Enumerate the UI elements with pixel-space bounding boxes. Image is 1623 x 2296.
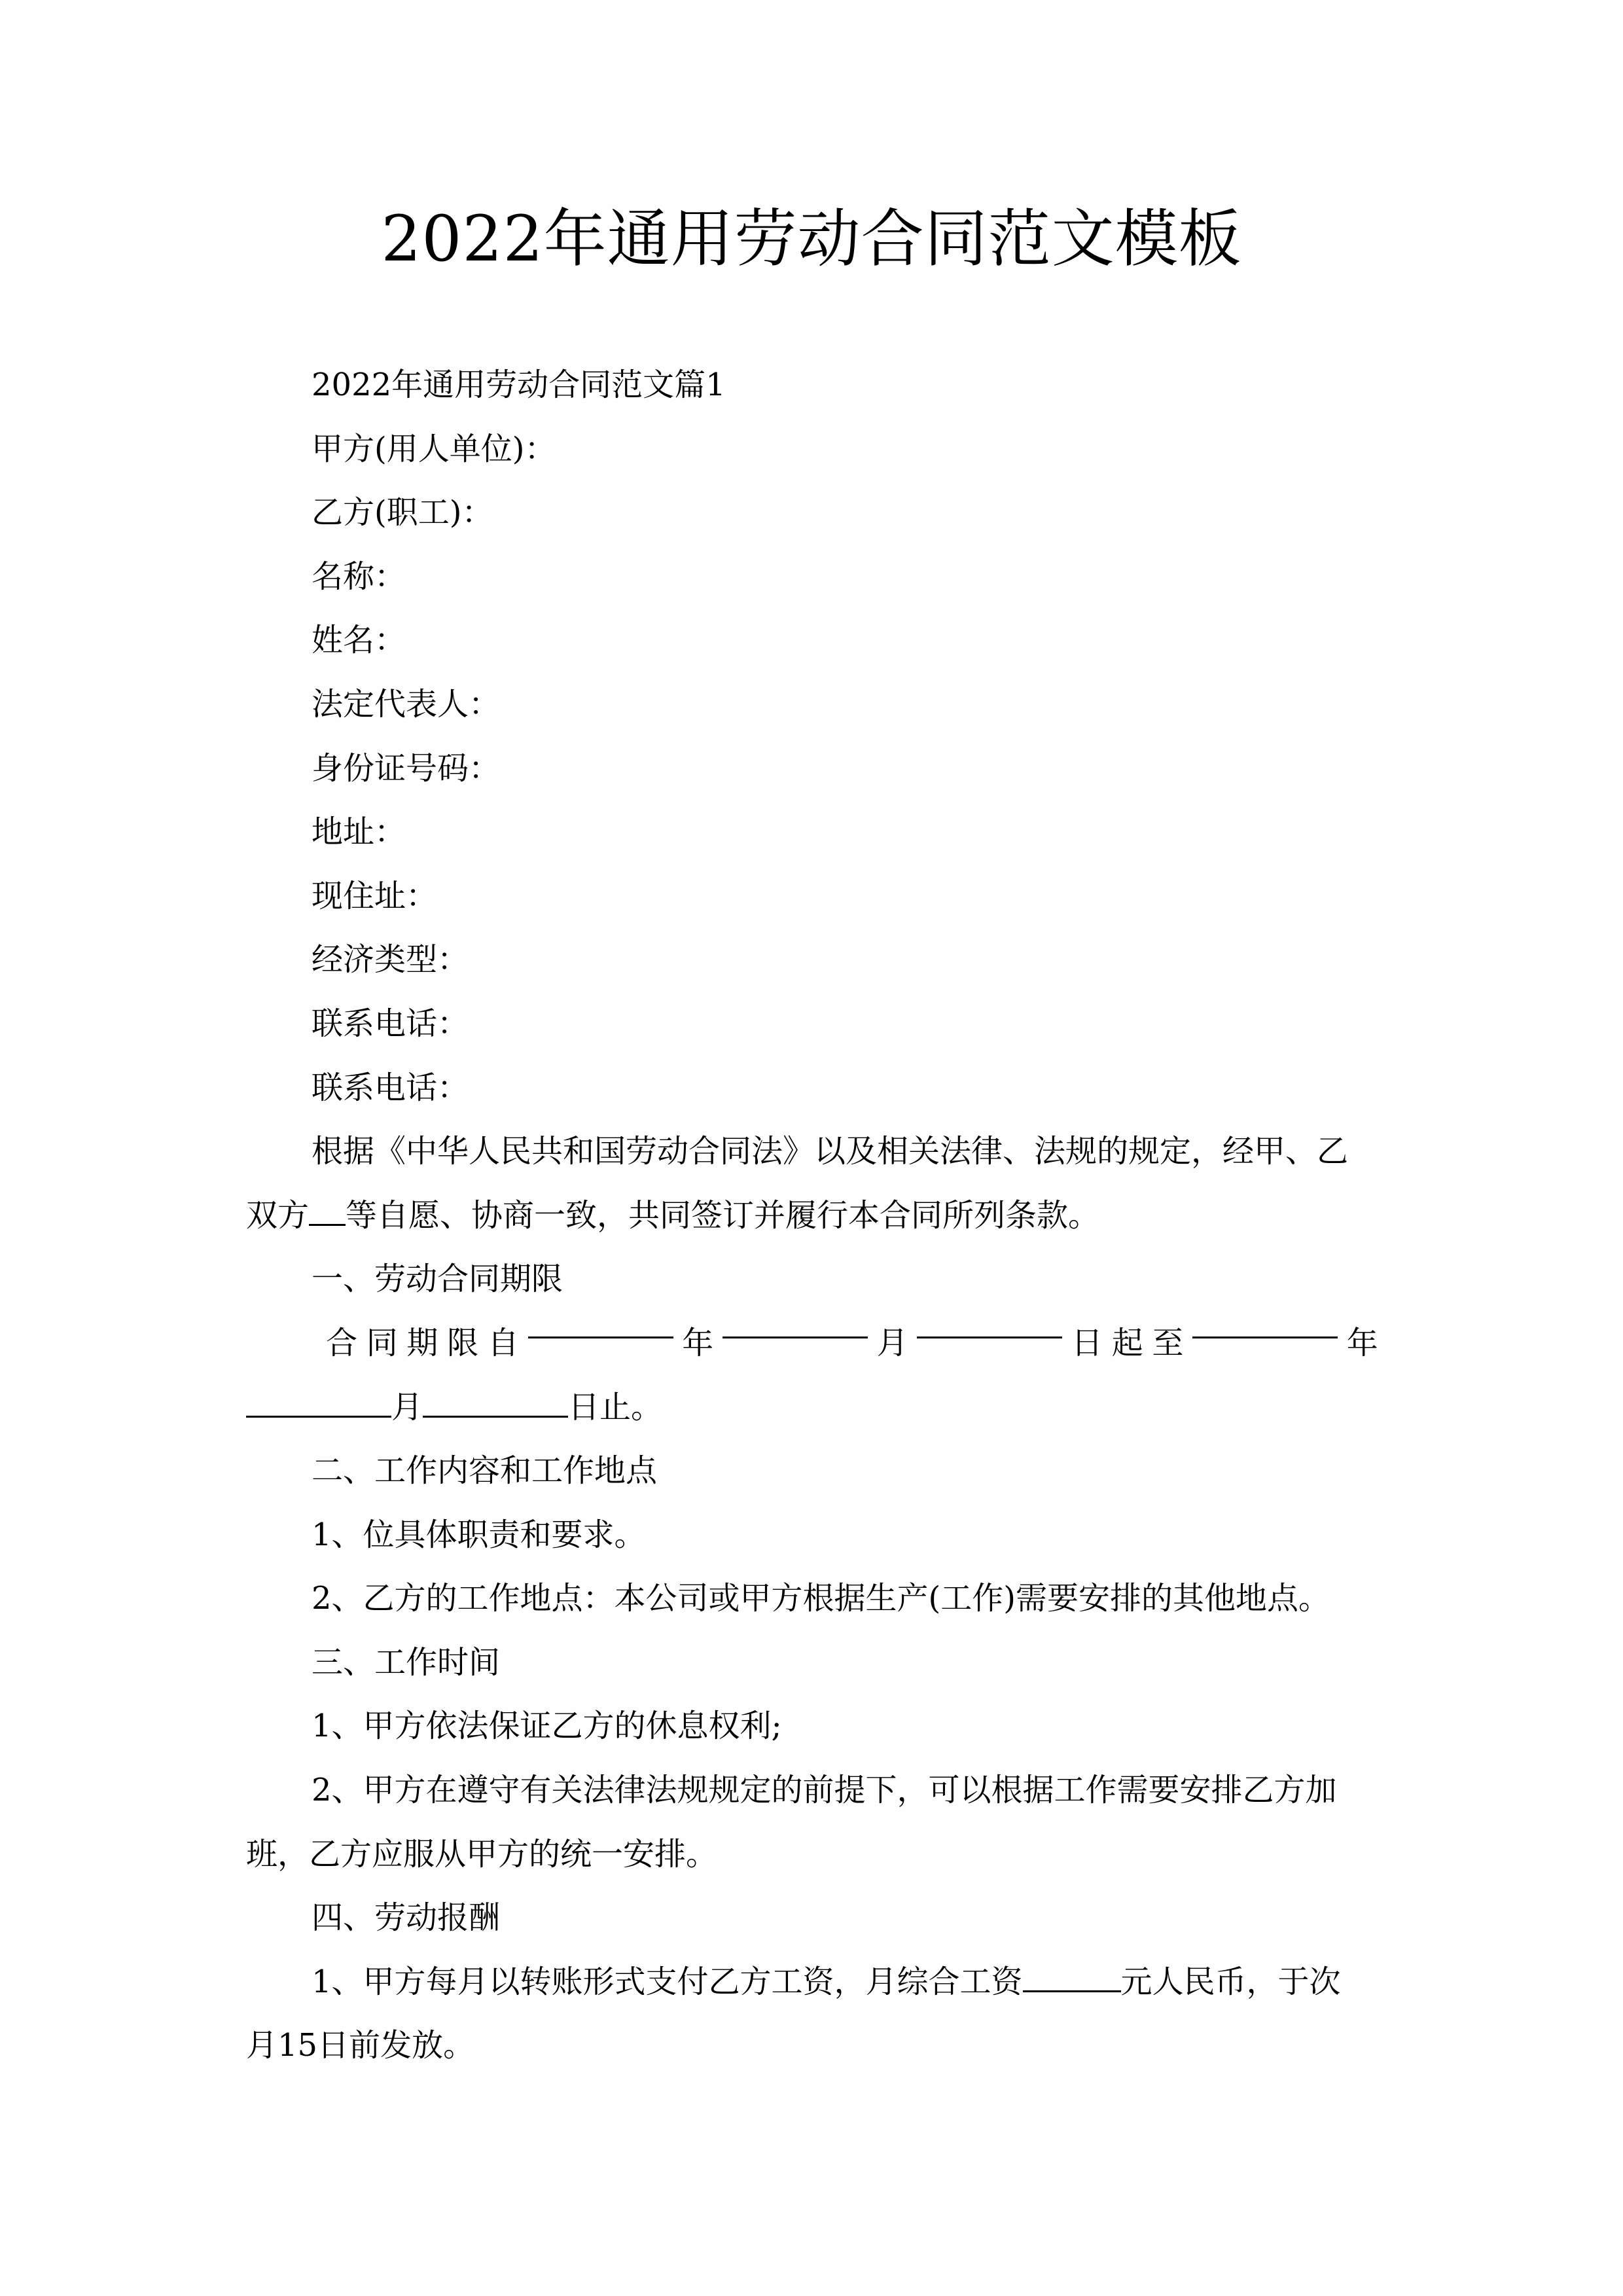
clause-2-heading: 二、工作内容和工作地点 bbox=[312, 1452, 658, 1490]
term-char: 限 bbox=[447, 1324, 479, 1361]
blank-start-month bbox=[722, 1312, 868, 1338]
clause-4-heading: 四、劳动报酬 bbox=[312, 1899, 501, 1937]
section-heading: 2022年通用劳动合同范文篇1 bbox=[312, 367, 726, 403]
salary-text-a: 1、甲方每月以转账形式支付乙方工资，月综合工资 bbox=[312, 1963, 1023, 2000]
preamble-line-2 bbox=[246, 1184, 1378, 1248]
clause-3-item-1: 1、甲方依法保证乙方的休息权利; bbox=[312, 1708, 782, 1745]
field-address: 地址： bbox=[312, 814, 406, 851]
field-id-number: 身份证号码： bbox=[312, 749, 501, 787]
blank-salary bbox=[1023, 1965, 1121, 1992]
field-person-name: 姓名： bbox=[312, 622, 406, 659]
term-year-label: 年 bbox=[682, 1324, 714, 1361]
term-char: 自 bbox=[487, 1324, 519, 1361]
term-year2-label: 年 bbox=[1346, 1324, 1378, 1361]
blank-start-year bbox=[528, 1312, 673, 1338]
blank-end-year bbox=[1192, 1312, 1338, 1338]
preamble-text-a: 双方 bbox=[246, 1196, 310, 1234]
preamble-line-1: 根据《中华人民共和国劳动合同法》以及相关法律、法规的规定，经甲、乙 bbox=[312, 1133, 1349, 1170]
clause-3-item-2-line-2: 班，乙方应服从甲方的统一安排。 bbox=[246, 1835, 718, 1873]
blank-field bbox=[309, 1199, 346, 1226]
clause-1-term-line-2 bbox=[246, 1376, 1378, 1440]
clause-1-heading: 一、劳动合同期限 bbox=[312, 1261, 563, 1298]
field-current-address: 现住址： bbox=[312, 877, 438, 914]
clause-3-heading: 三、工作时间 bbox=[312, 1643, 501, 1681]
term-char: 合 bbox=[326, 1324, 358, 1361]
clause-2-item-2: 2、乙方的工作地点：本公司或甲方根据生产(工作)需要安排的其他地点。 bbox=[312, 1580, 1330, 1617]
field-economic-type: 经济类型： bbox=[312, 941, 469, 978]
field-party-a: 甲方(用人单位)： bbox=[312, 430, 556, 467]
clause-4-item-1-line-2: 月15日前发放。 bbox=[246, 2027, 475, 2064]
field-party-b: 乙方(职工)： bbox=[312, 494, 493, 531]
clause-2-item-1: 1、位具体职责和要求。 bbox=[312, 1516, 646, 1553]
document-title: 2022年通用劳动合同范文模板 bbox=[381, 202, 1242, 276]
field-name: 名称： bbox=[312, 558, 406, 595]
term-month-label: 月 bbox=[876, 1324, 908, 1361]
salary-text-b: 元人民币，于次 bbox=[1120, 1963, 1341, 2000]
clause-1-term-line bbox=[246, 1312, 1378, 1376]
field-phone-a: 联系电话： bbox=[312, 1005, 469, 1042]
clause-3-item-2-line-1: 2、甲方在遵守有关法律法规规定的前提下，可以根据工作需要安排乙方加 bbox=[312, 1772, 1337, 1809]
field-legal-rep: 法定代表人： bbox=[312, 685, 501, 723]
term-char: 同 bbox=[366, 1324, 398, 1361]
term-end-label: 日止。 bbox=[568, 1388, 663, 1426]
term-char: 期 bbox=[406, 1324, 438, 1361]
term-zhi: 至 bbox=[1152, 1324, 1184, 1361]
blank-start-day bbox=[917, 1312, 1062, 1338]
blank-end-day bbox=[423, 1391, 568, 1418]
clause-4-item-1-line-1 bbox=[246, 1950, 1378, 2015]
document-body bbox=[246, 353, 1378, 2078]
term-qi: 起 bbox=[1111, 1324, 1143, 1361]
term-day-label: 日 bbox=[1071, 1324, 1103, 1361]
blank-end-month bbox=[246, 1391, 391, 1418]
term-month2-label: 月 bbox=[391, 1388, 423, 1426]
field-phone-b: 联系电话： bbox=[312, 1069, 469, 1106]
preamble-text-b: 等自愿、协商一致，共同签订并履行本合同所列条款。 bbox=[346, 1196, 1100, 1234]
